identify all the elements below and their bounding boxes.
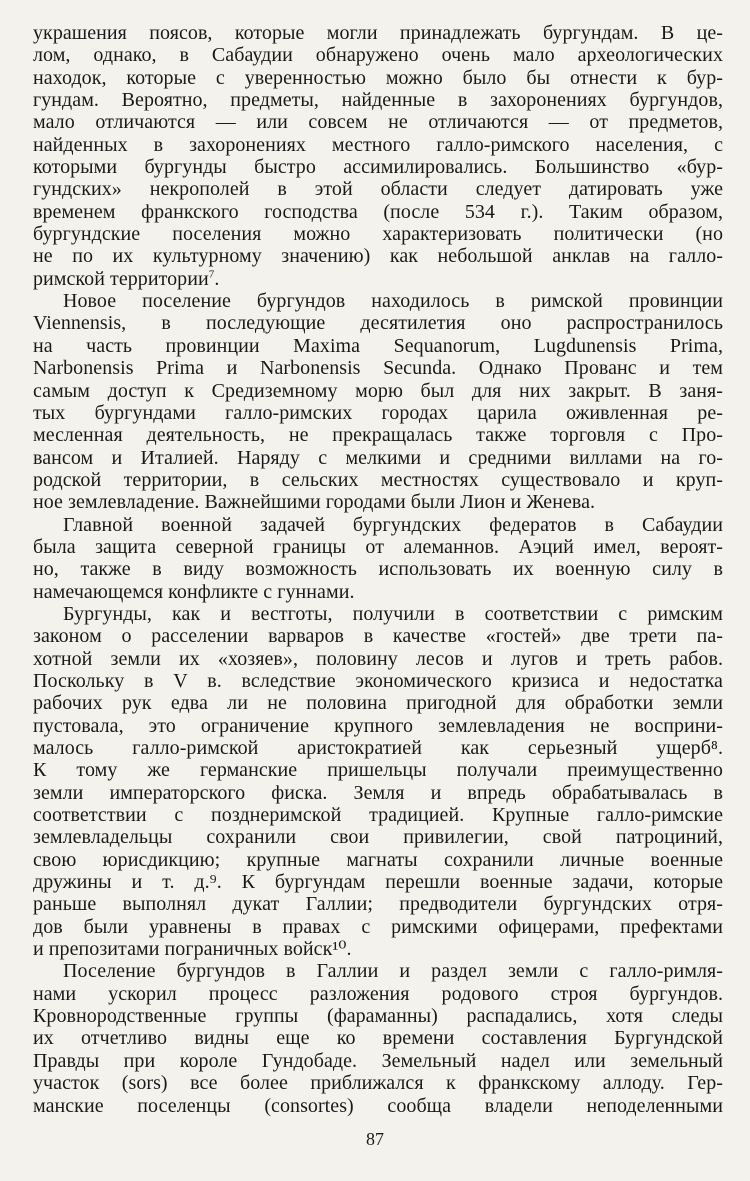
text-line: римской территории$^7$. [33,267,220,290]
text-line: тых бургундами галло-римских городах царила оживленная ре- [33,401,723,424]
text-line: законом о расселении варваров в качестве «гостей» две трети па- [33,625,723,648]
text-line: пустовала, это ограничение крупного землевладения не восприни- [33,714,723,737]
paragraph [33,290,723,513]
text-line: дов были уравнены в правах с римскими офицерами, префектами [33,915,723,938]
paragraph [33,960,723,1116]
text-line: гундских» некрополей в этой области следует датировать уже [33,178,723,201]
text-line: Правды при короле Гундобаде. Земельный надел или земельный [33,1049,723,1072]
paragraph [33,514,723,603]
paragraph [33,603,723,961]
text-line: но, также в виду возможность использовать их военную силу в [33,558,723,581]
text-line: украшения поясов, которые могли принадлежать бургундам. В це- [33,22,723,44]
text-line: Главной военной задачей бургундских федератов в Сабаудии [63,513,723,536]
text-line: К тому же германские пришельцы получали преимущественно [33,759,723,782]
page-body [33,22,723,1117]
text-line: найденных в захоронениях местного галло-римского населения, с [33,133,723,156]
text-line: вансом и Италией. Наряду с мелкими и средними виллами на го- [33,446,723,469]
text-line: Кровнородственные группы (фараманны) распадались, хотя следы [33,1005,723,1028]
text-line: свою юрисдикцию; крупные магнаты сохранили личные военные [33,848,723,871]
text-line: и препозитами пограничных войск¹⁰. [33,938,352,961]
text-line: Поселение бургундов в Галлии и раздел земли с галло-римля- [63,960,723,983]
text-line: малось галло-римской аристократией как серьезный ущерб⁸. [33,737,723,759]
text-line: рабочих рук едва ли не половина пригодной для обработки земли [33,692,723,715]
text-line: находок, которые с уверенностью можно было бы отнести к бур- [33,66,723,89]
text-line: гундам. Вероятно, предметы, найденные в захоронениях бургундов, [33,89,723,112]
text-line: раньше выполнял дукат Галлии; предводители бургундских отря- [33,893,723,916]
footnote-tail: . [214,267,220,290]
text-line: родской территории, в сельских местностях существовало и круп- [33,468,723,491]
text-line: Новое поселение бургундов находилось в римской провинции [63,290,723,313]
text-line: месленная деятельность, не прекращалась также торговля с Про- [33,424,723,447]
text-line: дружины и т. д.⁹. К бургундам перешли военные задачи, которые [33,871,723,894]
text-line: не по их культурному значению) как небольшой анклав на галло- [33,245,723,268]
text-line: Narbonensis Prima и Narbonensis Secunda. Однако Прованс и тем [33,357,723,380]
text-line: манские поселенцы (consortes) сообща владели неподеленными [33,1094,723,1117]
text-line: Бургунды, как и вестготы, получили в соответствии с римским [63,602,723,625]
text-line: хотной земли их «хозяев», половину лесов и лугов и треть рабов. [33,647,723,670]
text-line: Viennensis, в последующие десятилетия оно распространилось [33,312,723,335]
text-line: их отчетливо видны еще ко времени составления Бургундской [33,1027,723,1050]
text-line: временем франкского господства (после 534 г.). Таким образом, [33,200,723,223]
text-line: которыми бургунды быстро ассимилировались. Большинство «бур- [33,156,723,179]
text-line: самым доступ к Средиземному морю был для них закрыт. В заня- [33,379,723,402]
text-line: Поскольку в V в. вследствие экономического кризиса и недостатка [33,669,723,692]
text-line: ное землевладение. Важнейшими городами были Лион и Женева. [33,491,596,514]
text-line: нами ускорил процесс разложения родового строя бургундов. [33,982,723,1005]
text-line: участок (sors) все более приближался к франкскому аллоду. Гер- [33,1072,723,1095]
footnote-marker: 7 [208,268,215,281]
text-line: лом, однако, в Сабаудии обнаружено очень мало археологических [33,44,723,67]
text-line: на часть провинции Maxima Sequanorum, Lugdunensis Prima, [33,334,723,357]
text-line: земли императорского фиска. Земля и впредь обрабатывалась в [33,781,723,804]
paragraph [33,22,723,290]
page-number: 87 [366,1129,384,1149]
text-line: бургундские поселения можно характеризовать политически (но [33,223,723,246]
text-line: мало отличаются — или совсем не отличаются — от предметов, [33,111,723,134]
text-line: соответствии с позднеримской традицией. Крупные галло-римские [33,804,723,827]
text-line: намечающемся конфликте с гуннами. [33,580,355,603]
text-line: землевладельцы сохранили свои привилегии, свой патроциний, [33,826,723,849]
text-line: была защита северной границы от алеманнов. Аэций имел, вероят- [33,535,723,558]
